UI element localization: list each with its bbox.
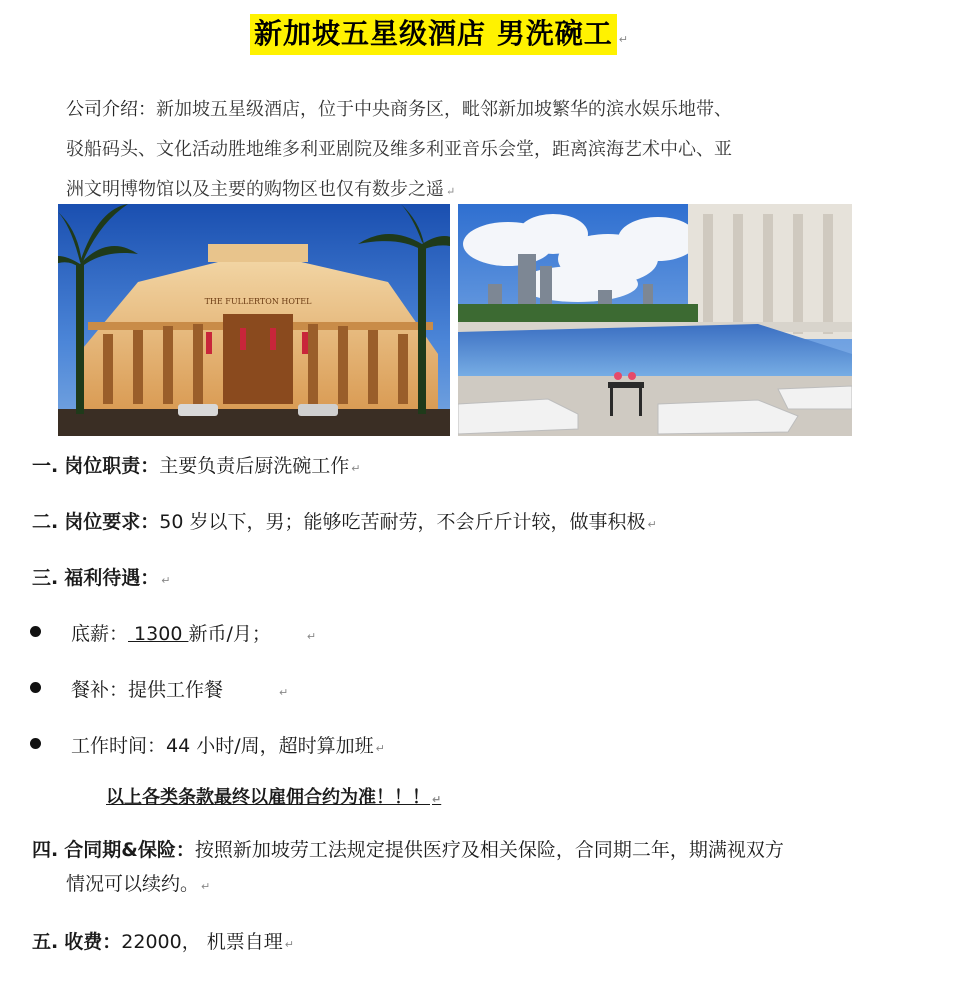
benefit-value: 1300 bbox=[128, 623, 189, 645]
intro-line-2: 驳船码头、文化活动胜地维多利亚剧院及维多利亚音乐会堂，距离滨海艺术中心、亚 bbox=[66, 139, 732, 160]
benefit-label: 餐补： bbox=[71, 679, 129, 701]
title-block bbox=[250, 14, 628, 55]
benefit-value: 提供工作餐 bbox=[128, 679, 224, 701]
company-intro bbox=[66, 90, 856, 212]
section-heading: 收费： bbox=[64, 931, 122, 953]
intro-label: 公司介绍： bbox=[66, 99, 156, 120]
benefit-meal bbox=[30, 676, 288, 707]
contract-notice bbox=[106, 784, 441, 814]
page-title: 新加坡五星级酒店 男洗碗工 bbox=[250, 14, 617, 55]
section-job-requirements bbox=[32, 508, 657, 539]
section-number: 四. bbox=[32, 839, 59, 861]
hotel-sign: THE FULLERTON HOTEL bbox=[204, 297, 312, 306]
bullet-dot-icon bbox=[30, 626, 41, 637]
section-contract-continuation bbox=[66, 870, 210, 901]
section-number: 二. bbox=[32, 511, 59, 533]
section-text: 主要负责后厨洗碗工作 bbox=[159, 455, 350, 477]
benefit-hours bbox=[30, 732, 385, 763]
paragraph-mark: ↵ bbox=[306, 630, 317, 643]
benefit-salary bbox=[30, 620, 316, 651]
notice-text: 以上各类条款最终以雇佣合约为准！！！ bbox=[106, 787, 430, 808]
section-heading: 岗位要求： bbox=[64, 511, 160, 533]
section-heading: 岗位职责： bbox=[64, 455, 160, 477]
paragraph-mark: ↵ bbox=[279, 686, 289, 699]
intro-text-3: 洲文明博物馆以及主要的购物区也仅有数步之遥 bbox=[66, 179, 444, 200]
rooftop-pool-photo bbox=[458, 204, 852, 436]
paragraph-mark: ↵ bbox=[432, 793, 442, 806]
section-job-duties bbox=[32, 452, 361, 483]
section-benefits bbox=[32, 564, 171, 595]
benefit-value: 44 小时/周，超时算加班 bbox=[166, 735, 374, 757]
bullet-dot-icon bbox=[30, 682, 41, 693]
paragraph-mark: ↵ bbox=[351, 462, 361, 475]
benefit-label: 工作时间： bbox=[71, 735, 167, 757]
section-contract-insurance bbox=[32, 836, 784, 864]
paragraph-mark: ↵ bbox=[375, 742, 385, 755]
section-number: 一. bbox=[32, 455, 59, 477]
paragraph-mark: ↵ bbox=[446, 185, 456, 198]
section-heading: 合同期&保险： bbox=[64, 839, 195, 861]
benefit-suffix: 新币/月； bbox=[188, 623, 271, 645]
hotel-facade-photo bbox=[58, 204, 450, 436]
paragraph-mark: ↵ bbox=[161, 574, 171, 587]
intro-text-1: 新加坡五星级酒店，位于中央商务区，毗邻新加坡繁华的滨水娱乐地带、 bbox=[156, 99, 732, 120]
section-text: 50 岁以下，男；能够吃苦耐劳，不会斤斤计较，做事积极 bbox=[159, 511, 646, 533]
section-text: 22000， 机票自理 bbox=[121, 931, 283, 953]
section-text: 按照新加坡劳工法规定提供医疗及相关保险，合同期二年，期满视双方 bbox=[194, 839, 784, 861]
paragraph-mark: ↵ bbox=[647, 518, 657, 531]
section-text-cont: 情况可以续约。 bbox=[66, 873, 200, 895]
bullet-dot-icon bbox=[30, 738, 41, 749]
paragraph-mark: ↵ bbox=[618, 33, 628, 46]
section-fees bbox=[32, 928, 294, 959]
benefit-label: 底薪： bbox=[71, 623, 129, 645]
section-number: 三. bbox=[32, 567, 59, 589]
paragraph-mark: ↵ bbox=[201, 880, 211, 893]
intro-line-1 bbox=[66, 90, 856, 130]
paragraph-mark: ↵ bbox=[284, 938, 294, 951]
section-number: 五. bbox=[32, 931, 59, 953]
section-heading: 福利待遇： bbox=[64, 567, 160, 589]
